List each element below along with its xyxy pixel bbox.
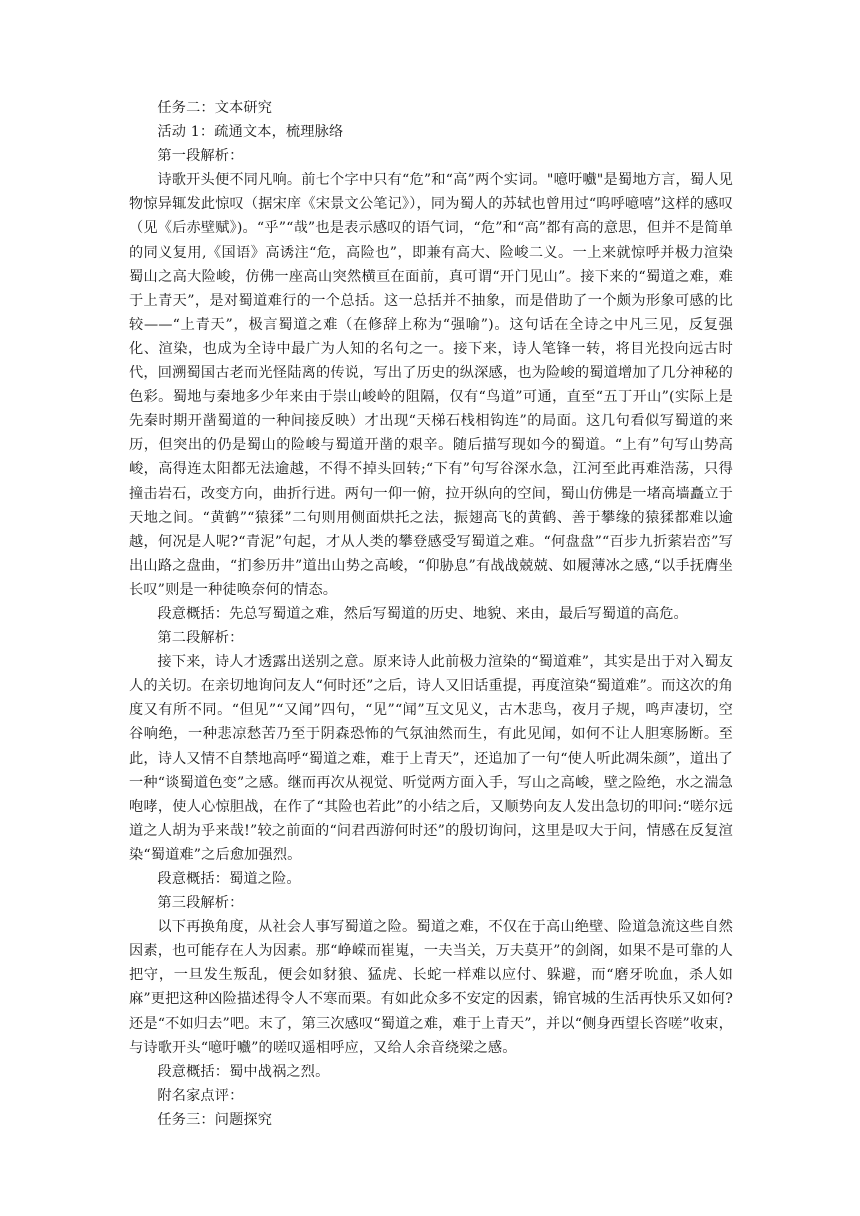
section3-body: 以下再换角度，从社会人事写蜀道之险。蜀道之难，不仅在于高山绝壁、险道急流这些自然因素，也可能存在人为因素。那“峥嵘而崔嵬，一夫当关，万夫莫开”的剑阁，如果不是可靠的人把守，一旦发生叛乱，便会如豺狼、猛虎、长蛇一样难以应付、躲避，而“磨牙吮血，杀人如麻”更把这种凶险描述得令人不寒而栗。有如此众多不安定的因素，锦官城的生活再快乐又如何?还是“不如归去”吧。末了，第三次感叹“蜀道之难，难于上青天”，并以“侧身西望长咨嗟”收束，与诗歌开头“噫吁嚱”的嗟叹遥相呼应，又给人余音绕梁之感。 (129, 919, 733, 1056)
section1-heading: 第一段解析： (157, 148, 244, 165)
section3-heading: 第三段解析： (157, 895, 244, 912)
task3-title: 任务三：问题探究 (157, 1111, 273, 1128)
section1-body: 诗歌开头便不同凡响。前七个字中只有“危”和“高”两个实词。"噫吁嚱"是蜀地方言，蜀人见物惊异辄发此惊叹（据宋庠《宋景文公笔记》），同为蜀人的苏轼也曾用过“呜呼噫嘻”这样的感叹（见《后赤壁赋》)。“乎”“哉”也是表示感叹的语气词，“危”和“高”都有高的意思，但并不是简单的同义复用,《国语》高诱注“危，高险也”，即兼有高大、险峻二义。一上来就惊呼并极力渲染蜀山之高大险峻，仿佛一座高山突然横亘在面前，真可谓“开门见山”。接下来的“蜀道之难，难于上青天”，是对蜀道难行的一个总括。这一总括并不抽象，而是借助了一个颇为形象可感的比较——“上青天”，极言蜀道之难（在修辞上称为“强喻”)。这句话在全诗之中凡三见，反复强化、渲染，也成为全诗中最广为人知的名句之一。接下来，诗人笔锋一转，将目光投向远古时代，回溯蜀国古老而光怪陆离的传说，写出了历史的纵深感，也为险峻的蜀道增加了几分神秘的色彩。蜀地与秦地多少年来由于崇山峻岭的阻隔，仅有“鸟道”可通，直至“五丁开山”(实际上是先秦时期开凿蜀道的一种间接反映）才出现“天梯石栈相钩连”的局面。这几句看似写蜀道的来历，但突出的仍是蜀山的险峻与蜀道开凿的艰辛。随后描写现如今的蜀道。“上有”句写山势高峻，高得连太阳都无法逾越，不得不掉头回转;“下有”句写谷深水急，江河至此再难浩荡，只得撞击岩石，改变方向，曲折行进。两句一仰一俯，拉开纵向的空间，蜀山仿佛是一堵高墙矗立于天地之间。“黄鹤”“猿猱”二句则用侧面烘托之法，振翅高飞的黄鹤、善于攀缘的猿猱都难以逾越，何况是人呢?“青泥”句起，才从人类的攀登感受写蜀道之难。“何盘盘”“百步九折萦岩峦”写出山路之盘曲，“扪参历井”道出山势之高峻，“仰胁息”有战战兢兢、如履薄冰之感,“以手抚膺坐长叹”则是一种徒唤奈何的情态。 (129, 172, 733, 598)
appendix-title: 附名家点评： (157, 1087, 244, 1104)
document-page (129, 96, 733, 1132)
section3-summary: 段意概括：蜀中战祸之烈。 (157, 1063, 330, 1080)
activity1-title: 活动 1：疏通文本，梳理脉络 (157, 124, 344, 141)
section2-summary: 段意概括：蜀道之险。 (157, 871, 301, 887)
section2-heading: 第二段解析： (157, 630, 244, 647)
section2-body: 接下来，诗人才透露出送别之意。原来诗人此前极力渲染的“蜀道难”，其实是出于对入蜀友人的关切。在亲切地询问友人“何时还”之后，诗人又旧话重提，再度渲染“蜀道难”。而这次的角度又有所不同。“但见”“又闻”四句，“见”“闻”互文见义，古木悲鸟，夜月子规，鸣声凄切，空谷响绝，一种悲凉愁苦乃至于阴森恐怖的气氛油然而生，有此见闻，如何不让人胆寒肠断。至此，诗人又情不自禁地高呼“蜀道之难，难于上青天”，还追加了一句“使人听此凋朱颜”，道出了一种“谈蜀道色变”之感。继而再次从视觉、听觉两方面入手，写山之高峻，壁之险绝，水之湍急咆哮，使人心惊胆战，在作了“其险也若此”的小结之后，又顺势向友人发出急切的叩问:“嗟尔远道之人胡为乎来哉!”较之前面的“问君西游何时还”的殷切询问，这里是叹大于问，情感在反复渲染“蜀道难”之后愈加强烈。 (129, 654, 733, 863)
task2-title: 任务二：文本研究 (157, 100, 273, 116)
section1-summary: 段意概括：先总写蜀道之难，然后写蜀道的历史、地貌、来由，最后写蜀道的高危。 (157, 605, 688, 622)
